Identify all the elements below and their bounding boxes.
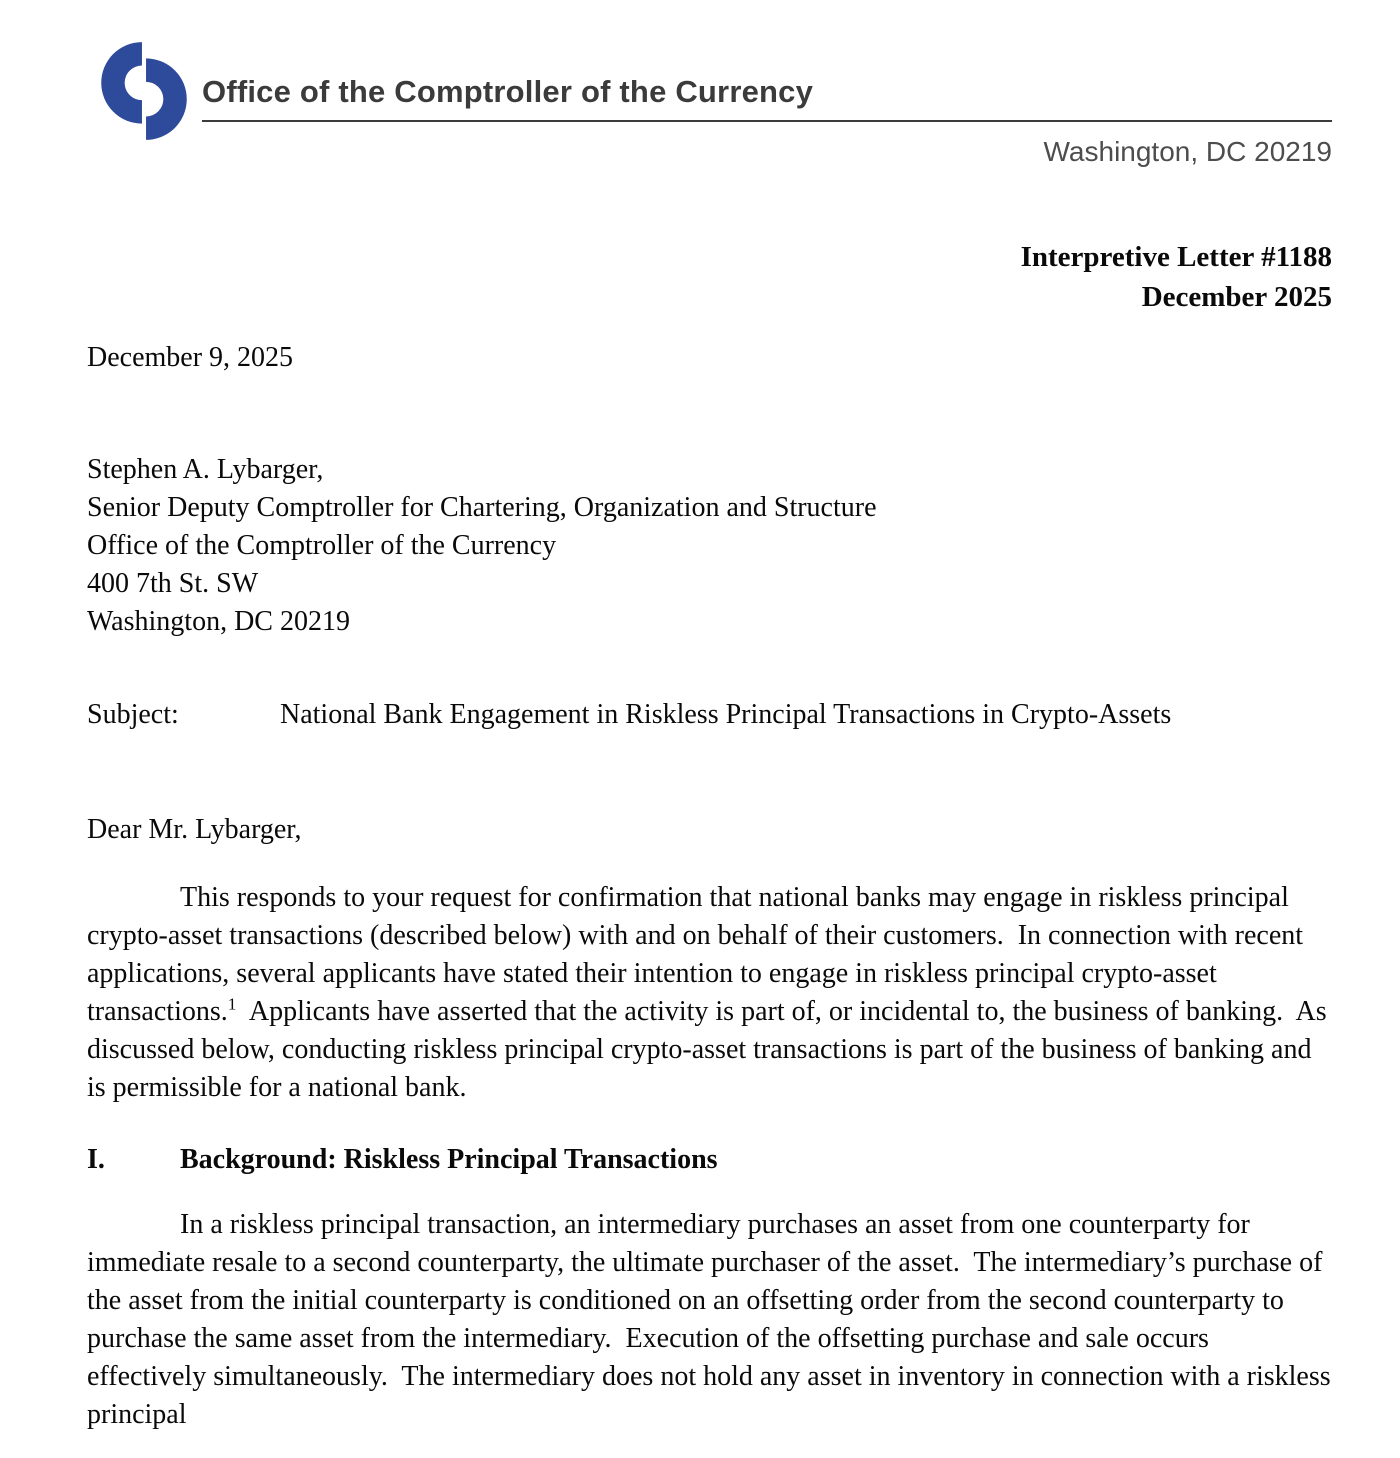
recipient-line: Office of the Comptroller of the Currency xyxy=(87,530,557,561)
letter-date: December 9, 2025 xyxy=(87,342,294,373)
occ-logo-icon xyxy=(88,38,200,144)
subject-text: National Bank Engagement in Riskless Principal Transactions in Crypto-Assets xyxy=(280,699,1172,730)
subject-label: Subject: xyxy=(87,699,179,730)
recipient-address xyxy=(87,451,1332,641)
subject-line xyxy=(87,696,1332,734)
section-title: Background: Riskless Principal Transactions xyxy=(180,1144,718,1175)
letterhead-rule xyxy=(202,120,1332,122)
paragraph-background: In a riskless principal transaction, an intermediary purchases an asset from one counterparty for immediate resale to a second counterparty, the ultimate purchaser of the asset. The intermediary’s purchase of the asset from the initial counterparty is conditioned on an offsetting order from the second counterparty to purchase the same asset from the intermediary. Execution of the offsetting purchase and sale occurs effectively simultaneously. The intermediary does not hold any asset in inventory in connection with a riskless principal xyxy=(87,1209,1338,1430)
letter-month: December 2025 xyxy=(1141,281,1332,313)
salutation: Dear Mr. Lybarger, xyxy=(87,814,302,845)
agency-name: Office of the Comptroller of the Currency xyxy=(202,74,814,109)
section-heading-background xyxy=(87,1141,1332,1179)
paragraph-intro xyxy=(87,879,1332,1107)
agency-location: Washington, DC 20219 xyxy=(1043,136,1332,167)
footnote-ref-1: 1 xyxy=(227,994,237,1014)
recipient-line: 400 7th St. SW xyxy=(87,568,259,599)
letter-number: Interpretive Letter #1188 xyxy=(1020,241,1332,273)
letter-identifier xyxy=(87,237,1332,317)
section-number: I. xyxy=(87,1144,105,1175)
paragraph-intro-continued: Applicants have asserted that the activity is part of, or incidental to, the business of banking. As discussed below, conducting riskless principal crypto-asset transactions is part of the business of banking and is permissible for a national bank. xyxy=(87,996,1334,1103)
letterhead xyxy=(0,0,1400,167)
recipient-line: Stephen A. Lybarger, xyxy=(87,454,324,485)
paragraph-intro-text: This responds to your request for confirmation that national banks may engage in riskless principal crypto-asset transactions (described below) with and on behalf of their customers. In connection with recent applications, several applicants have stated their intention to engage in riskless principal crypto-asset transactions. xyxy=(87,882,1311,1027)
recipient-line: Senior Deputy Comptroller for Chartering, Organization and Structure xyxy=(87,492,877,523)
recipient-line: Washington, DC 20219 xyxy=(87,606,350,637)
letter-body xyxy=(0,237,1400,1434)
